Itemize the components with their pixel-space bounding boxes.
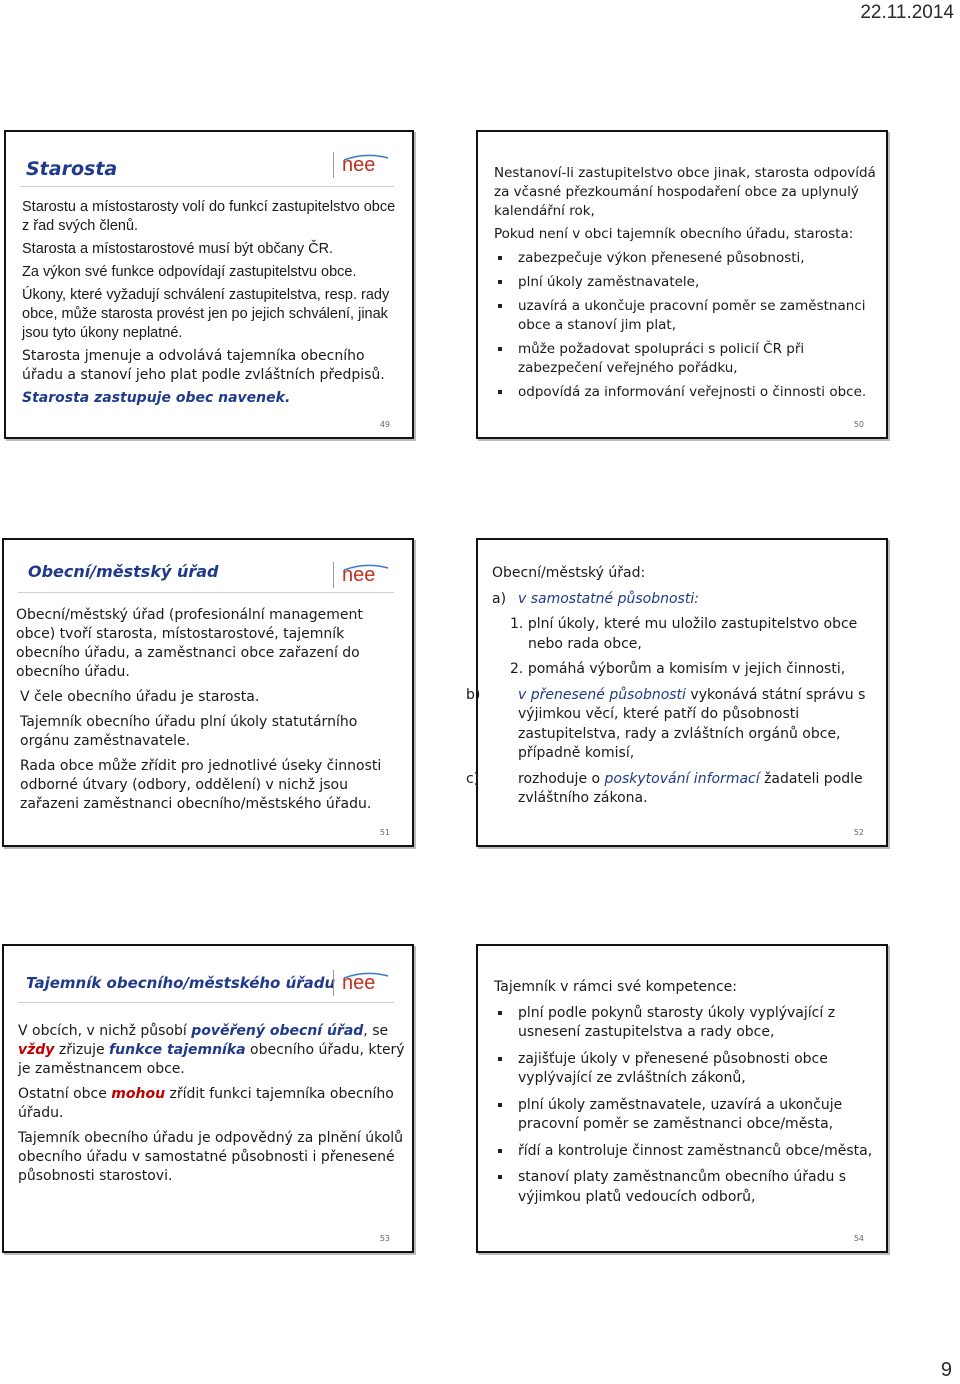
emphasis: funkce tajemníka [109, 1042, 246, 1058]
paragraph: Tajemník v rámci své kompetence: [494, 979, 737, 995]
slide-title: Tajemník obecního/městského úřadu [26, 974, 336, 992]
paragraph: Tajemník obecního úřadu je odpovědný za plnění úkolů obecního úřadu v samostatné působnosti i přenesené působnosti starostovi. [18, 1130, 404, 1184]
emphasis: mohou [111, 1086, 166, 1102]
paragraph: Obecní/městský úřad: [492, 565, 646, 581]
slide-number: 49 [379, 420, 390, 429]
paragraph: Rada obce může zřídit pro jednotlivé úseky činnosti odborné útvary (odbory, oddělení) v nichž jsou zařazeni zaměstnanci obecního/městského úřadu. [20, 758, 382, 812]
slide-number: 50 [853, 420, 864, 429]
page-number: 9 [940, 1359, 952, 1381]
paragraph: Starosta jmenuje a odvolává tajemníka obecního úřadu a stanoví jeho plat podle zvláštních předpisů. [22, 348, 385, 383]
list-item-2 [492, 660, 876, 680]
title-divider [18, 592, 394, 593]
list-item: plní úkoly zaměstnavatele, uzavírá a ukončuje pracovní poměr se zaměstnanci obce/města, [494, 1096, 874, 1135]
list-item: může požadovat spolupráci s policií ČR při zabezpečení veřejného pořádku, [494, 340, 878, 378]
list-item: plní podle pokynů starosty úkoly vyplývající z usnesení zastupitelstva a rady obce, [494, 1004, 874, 1043]
slide-49 [4, 130, 414, 439]
paragraph: Úkony, které vyžadují schválení zastupitelstva, resp. rady obce, může starosta provést jen po jejich schválení, jinak jsou tyto úkony neplatné. [22, 287, 390, 341]
paragraph: Za výkon své funkce odpovídají zastupitelstvu obce. [22, 264, 357, 280]
item-text: pomáhá výborům a komisím v jejich činnosti, [527, 661, 846, 677]
bullet-list [494, 249, 878, 402]
text: V obcích, v nichž působí [18, 1023, 192, 1039]
list-item: zabezpečuje výkon přenesené působnosti, [494, 249, 878, 268]
emphasis: vždy [18, 1042, 55, 1058]
emphasis: pověřený obecní úřad [191, 1023, 364, 1039]
item-text: v samostatné působnosti: [518, 590, 699, 607]
text: zřídit funkci tajemníka obecního úřadu. [18, 1086, 394, 1121]
paragraph: Tajemník obecního úřadu plní úkoly statutárního orgánu zaměstnavatele. [20, 714, 358, 749]
text: zřizuje [54, 1042, 110, 1058]
bullet-list [494, 1004, 874, 1208]
paragraph: Nestanoví-li zastupitelstvo obce jinak, starosta odpovídá za včasné přezkoumání hospodaření obce za uplynulý kalendářní rok, [494, 165, 876, 219]
paragraph: Starosta a místostarostové musí být občany ČR. [22, 241, 334, 257]
slide-52 [466, 538, 888, 847]
list-item: odpovídá za informování veřejnosti o činnosti obce. [494, 383, 878, 402]
slide-51 [2, 538, 414, 847]
paragraph: Starostu a místostarosty volí do funkcí zastupitelstvo obce z řad svých členů. [22, 199, 396, 234]
slide-number: 52 [853, 828, 864, 837]
paragraph [18, 1085, 406, 1123]
paragraph: Obecní/městský úřad (profesionální management obce) tvoří starosta, místostarostové, tajemník obecního úřadu, a zaměstnanci obce zařazení do obecního úřadu. [16, 607, 363, 680]
text: Ostatní obce [18, 1086, 112, 1102]
slide-number: 53 [379, 1234, 390, 1243]
slide-54 [476, 944, 888, 1253]
svg-text:nee: nee [342, 972, 376, 994]
svg-text:nee: nee [342, 564, 376, 586]
item-emphasis: poskytování informací [604, 770, 760, 787]
slide-50 [476, 130, 888, 439]
text: obecního úřadu, který je zaměstnancem obce. [18, 1042, 405, 1077]
item-text: rozhoduje o [518, 770, 605, 787]
slide-body [22, 198, 402, 415]
item-text: vykonává státní správu s výjimkou věcí, které patří do působnosti zastupitelstva, rady a zvláštních orgánů obce, případně komisí, [518, 686, 866, 761]
list-item: uzavírá a ukončuje pracovní poměr se zaměstnanci obce a stanoví jim plat, [494, 297, 878, 335]
list-item-b [466, 686, 876, 764]
slide-body [494, 978, 874, 1212]
list-item: zajišťuje úkoly v přenesené působnosti obce vyplývající ze zvláštních zákonů, [494, 1050, 874, 1089]
paragraph: Pokud není v obci tajemník obecního úřadu, starosta: [494, 226, 854, 242]
nee-logo-icon [333, 970, 394, 996]
paragraph [18, 1022, 406, 1079]
emphasis-paragraph: Starosta zastupuje obec navenek. [22, 390, 291, 406]
list-item: stanoví platy zaměstnancům obecního úřadu s výjimkou platů vedoucích odborů, [494, 1168, 874, 1207]
item-label: c) [466, 770, 480, 787]
nee-logo-icon [333, 562, 394, 588]
title-divider [20, 186, 394, 187]
slide-number: 54 [853, 1234, 864, 1243]
item-emphasis: v přenesené působnosti [518, 686, 686, 703]
list-item: řídí a kontroluje činnost zaměstnanců obce/města, [494, 1142, 874, 1162]
item-label: a) [492, 590, 507, 607]
list-item-a [492, 590, 876, 610]
list-item-1 [492, 615, 876, 654]
slide-title: Obecní/městský úřad [28, 562, 219, 581]
item-label: b) [466, 686, 481, 703]
item-label: 1. [510, 616, 524, 632]
slide-number: 51 [379, 828, 390, 837]
slide-body [16, 606, 400, 821]
list-item-c [466, 770, 876, 809]
nee-logo-icon [333, 152, 394, 178]
title-divider [18, 1002, 394, 1003]
paragraph: V čele obecního úřadu je starosta. [20, 689, 260, 705]
slide-53 [2, 944, 414, 1253]
slide-body [494, 164, 878, 407]
item-label: 2. [510, 661, 524, 677]
slide-body [466, 564, 876, 816]
list-item: plní úkoly zaměstnavatele, [494, 273, 878, 292]
item-text: plní úkoly, které mu uložilo zastupitelstvo obce nebo rada obce, [527, 616, 858, 652]
slide-title: Starosta [26, 158, 118, 180]
item-text: žadateli podle zvláštního zákona. [518, 770, 863, 806]
slide-body [18, 1022, 406, 1193]
header-date: 22.11.2014 [860, 2, 954, 23]
text: , se [363, 1023, 389, 1039]
svg-text:nee: nee [342, 154, 376, 176]
